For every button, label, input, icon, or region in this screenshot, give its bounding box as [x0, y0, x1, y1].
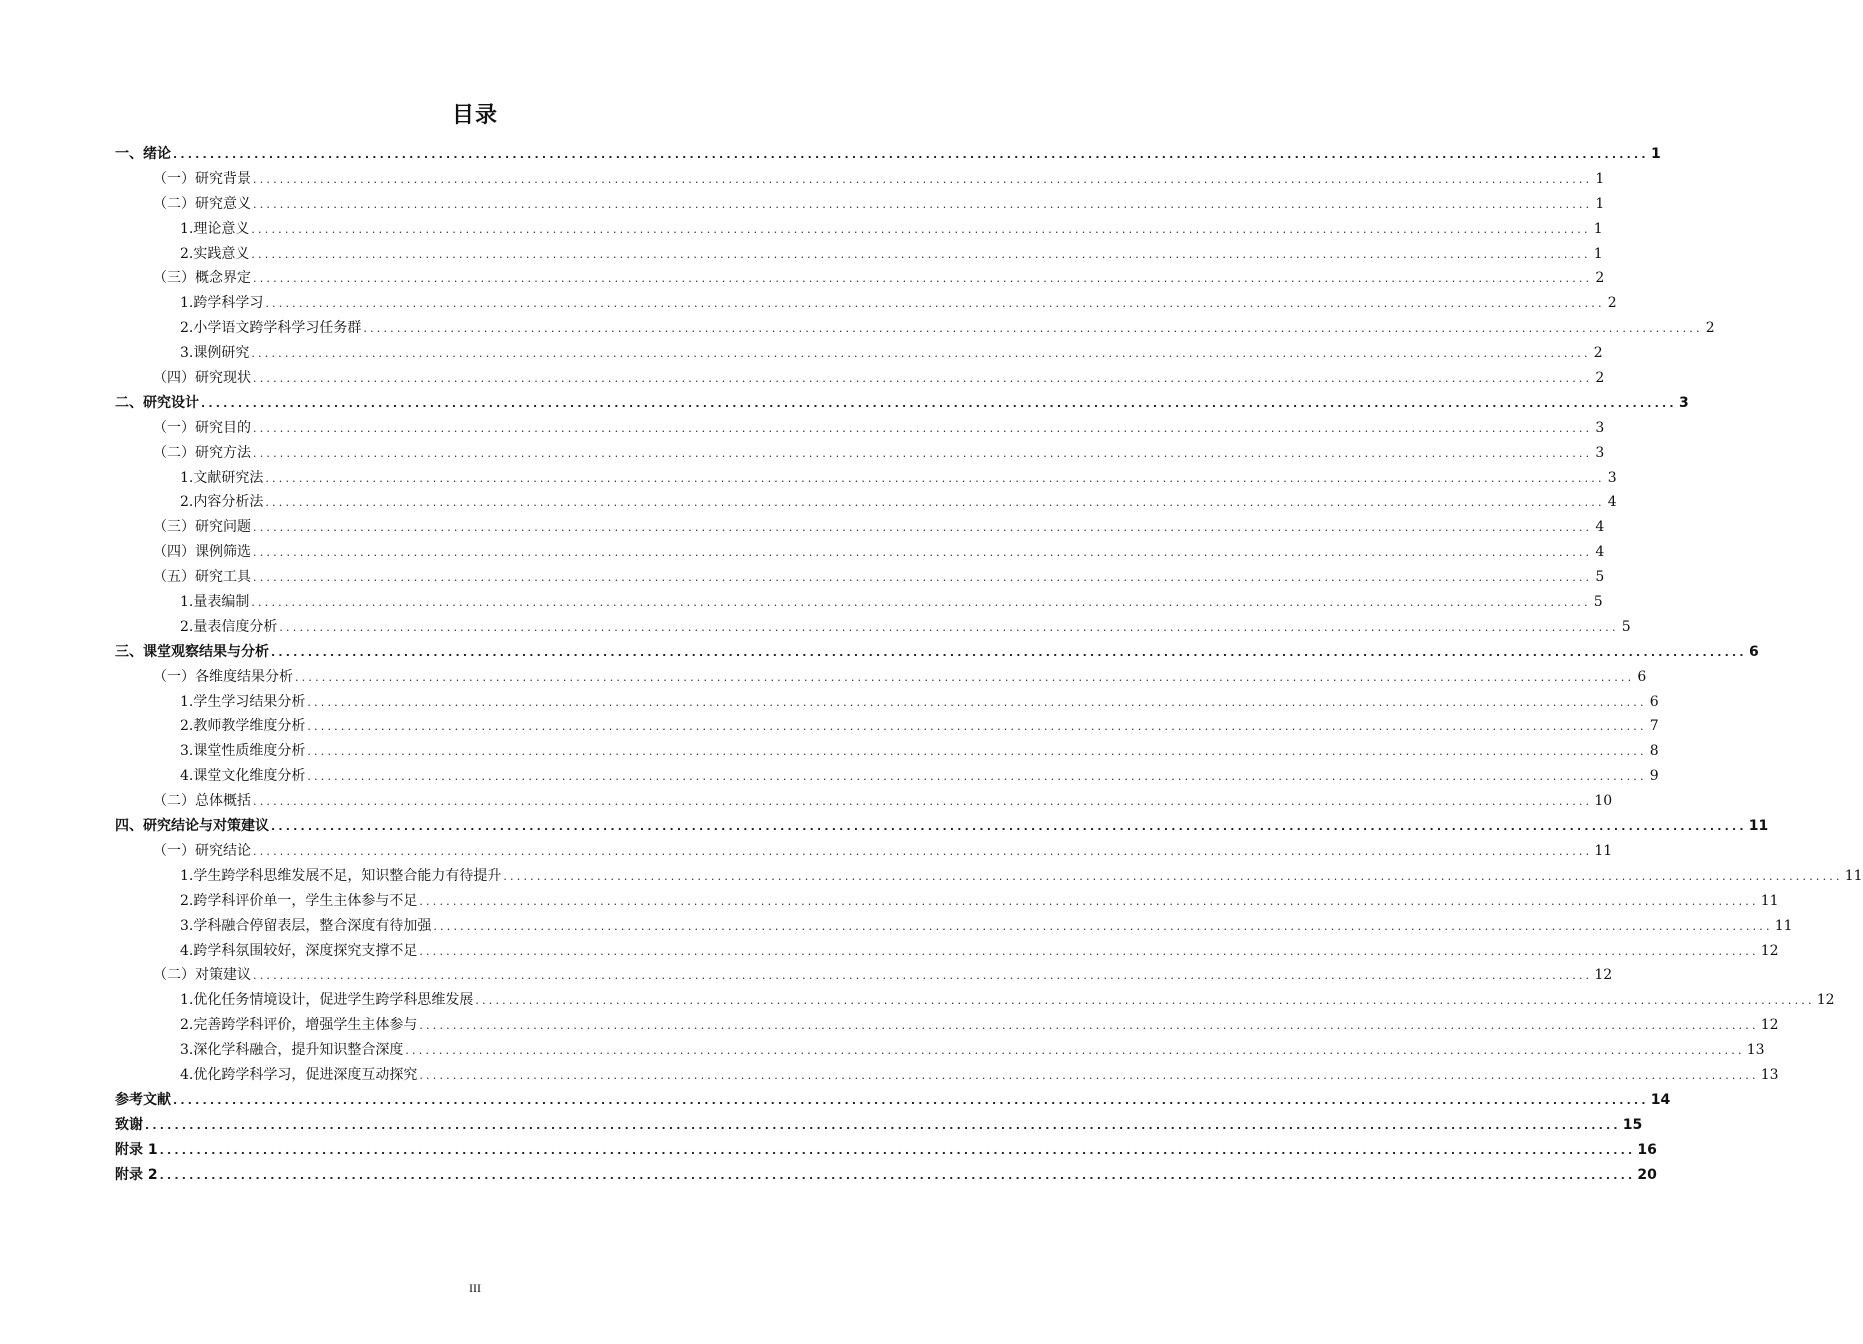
toc-dot-leader: ........................................................................................................................................................................................................: [307, 695, 1647, 709]
toc-entry[interactable]: [115, 341, 1603, 366]
toc-entry-label: （一）研究目的: [153, 419, 251, 436]
toc-entry-label: 3.课堂性质维度分析: [180, 743, 306, 760]
toc-dot-leader: ........................................................................................................................................................................................................: [159, 1168, 1636, 1182]
toc-entry[interactable]: [115, 316, 1715, 341]
toc-entry-page: 4: [1607, 494, 1617, 511]
toc-entry[interactable]: [115, 988, 1835, 1013]
toc-entry-page: 14: [1650, 1091, 1671, 1108]
toc-dot-leader: ........................................................................................................................................................................................................: [433, 919, 1773, 933]
toc-entry-page: 2: [1595, 370, 1605, 387]
toc-entry-label: 4.跨学科氛围较好，深度探究支撑不足: [180, 942, 418, 959]
toc-entry[interactable]: [115, 565, 1605, 590]
toc-entry[interactable]: [115, 515, 1605, 540]
toc-entry-label: 1.优化任务情境设计，促进学生跨学科思维发展: [180, 992, 474, 1009]
toc-entry-page: 1: [1593, 220, 1603, 237]
toc-entry-label: 2.小学语文跨学科学习任务群: [180, 320, 362, 337]
toc-dot-leader: ........................................................................................................................................................................................................: [251, 596, 1591, 610]
toc-entry-page: 2: [1593, 345, 1603, 362]
toc-entry[interactable]: [115, 391, 1689, 416]
toc-dot-leader: ........................................................................................................................................................................................................: [173, 148, 1649, 161]
toc-entry-label: （二）对策建议: [153, 967, 251, 984]
toc-dot-leader: ........................................................................................................................................................................................................: [405, 1044, 1745, 1058]
toc-dot-leader: ........................................................................................................................................................................................................: [173, 1093, 1649, 1107]
toc-entry-label: 2.量表信度分析: [180, 618, 278, 635]
toc-entry-label: 4.优化跨学科学习，促进深度互动探究: [180, 1066, 418, 1083]
toc-entry-page: 11: [1748, 818, 1769, 835]
toc-dot-leader: ........................................................................................................................................................................................................: [253, 272, 1593, 286]
toc-dot-leader: ........................................................................................................................................................................................................: [271, 820, 1747, 834]
toc-entry-page: 2: [1595, 270, 1605, 287]
toc-entry-label: 二、研究设计: [115, 394, 199, 411]
toc-entry-label: （三）研究问题: [153, 519, 251, 536]
toc-dot-leader: ........................................................................................................................................................................................................: [253, 571, 1593, 585]
toc-entry[interactable]: [115, 764, 1659, 789]
toc-entry[interactable]: [115, 490, 1617, 515]
toc-entry[interactable]: [115, 1063, 1779, 1088]
toc-dot-leader: ........................................................................................................................................................................................................: [253, 521, 1593, 535]
toc-entry-page: 13: [1746, 1042, 1765, 1059]
toc-entry-label: 致谢: [115, 1116, 143, 1133]
toc-dot-leader: ........................................................................................................................................................................................................: [419, 1068, 1759, 1082]
toc-entry-page: 15: [1622, 1116, 1643, 1133]
toc-entry-label: 1.学生跨学科思维发展不足，知识整合能力有待提升: [180, 867, 502, 884]
toc-entry-label: 1.跨学科学习: [180, 295, 264, 312]
toc-title: 目录: [451, 103, 498, 128]
toc-entry[interactable]: [115, 889, 1779, 914]
toc-entry-page: 11: [1594, 842, 1613, 859]
toc-dot-leader: ........................................................................................................................................................................................................: [295, 670, 1635, 684]
toc-entry[interactable]: [115, 142, 1661, 167]
toc-entry-page: 1: [1595, 170, 1605, 187]
toc-entry-page: 16: [1637, 1141, 1657, 1158]
toc-dot-leader: ........................................................................................................................................................................................................: [253, 446, 1593, 460]
toc-entry-label: （四）研究现状: [153, 370, 251, 387]
toc-entry[interactable]: [115, 1088, 1671, 1113]
toc-entry-label: 四、研究结论与对策建议: [115, 818, 269, 835]
toc-entry-page: 1: [1651, 146, 1661, 162]
toc-entry[interactable]: [115, 1038, 1765, 1063]
toc-entry[interactable]: [115, 789, 1613, 814]
toc-dot-leader: ........................................................................................................................................................................................................: [253, 172, 1593, 186]
toc-entry-page: 8: [1649, 743, 1659, 760]
toc-dot-leader: ........................................................................................................................................................................................................: [307, 770, 1647, 784]
toc-dot-leader: ........................................................................................................................................................................................................: [159, 1143, 1636, 1157]
toc-entry-page: 4: [1595, 519, 1605, 536]
toc-entry[interactable]: [115, 939, 1779, 964]
toc-entry-page: 9: [1649, 768, 1659, 785]
toc-dot-leader: ........................................................................................................................................................................................................: [307, 720, 1647, 734]
page-number-footer: III: [469, 1281, 481, 1295]
toc-entry[interactable]: [115, 714, 1659, 739]
toc-entry-page: 6: [1749, 643, 1759, 660]
toc-entry-label: 三、课堂观察结果与分析: [115, 643, 269, 660]
toc-entry[interactable]: [115, 1113, 1643, 1138]
toc-dot-leader: ........................................................................................................................................................................................................: [419, 894, 1759, 908]
toc-dot-leader: ........................................................................................................................................................................................................: [265, 297, 1605, 311]
toc-entry-label: （五）研究工具: [153, 569, 251, 586]
toc-entry-label: （一）研究结论: [153, 842, 251, 859]
toc-entry-page: 11: [1844, 867, 1863, 884]
toc-entry-page: 3: [1595, 444, 1605, 461]
toc-dot-leader: ........................................................................................................................................................................................................: [253, 795, 1593, 809]
toc-entry[interactable]: [115, 366, 1605, 391]
toc-entry-page: 10: [1594, 793, 1613, 810]
toc-dot-leader: ........................................................................................................................................................................................................: [201, 396, 1677, 410]
toc-dot-leader: ........................................................................................................................................................................................................: [503, 869, 1843, 883]
toc-entry[interactable]: [115, 291, 1617, 316]
toc-entry[interactable]: [115, 640, 1759, 665]
toc-dot-leader: ........................................................................................................................................................................................................: [265, 471, 1605, 485]
toc-entry-label: 4.课堂文化维度分析: [180, 768, 306, 785]
toc-entry-label: 一、绪论: [115, 146, 171, 162]
toc-entry[interactable]: [115, 665, 1647, 690]
toc-entry-label: （一）各维度结果分析: [153, 668, 293, 685]
toc-entry[interactable]: [115, 914, 1793, 939]
toc-entry-page: 3: [1607, 469, 1617, 486]
toc-entry-label: （一）研究背景: [153, 170, 251, 187]
toc-entry-page: 11: [1774, 917, 1793, 934]
toc-dot-leader: ........................................................................................................................................................................................................: [145, 1118, 1621, 1132]
toc-entry-label: 2.跨学科评价单一，学生主体参与不足: [180, 892, 418, 909]
toc-dot-leader: ........................................................................................................................................................................................................: [251, 247, 1591, 261]
toc-entry[interactable]: [115, 864, 1863, 889]
toc-entry[interactable]: [115, 814, 1769, 839]
toc-entry-label: 3.课例研究: [180, 345, 250, 362]
toc-entry-page: 13: [1760, 1066, 1779, 1083]
toc-entry[interactable]: [115, 839, 1613, 864]
toc-dot-leader: ........................................................................................................................................................................................................: [251, 222, 1591, 236]
toc-entry-page: 12: [1760, 942, 1779, 959]
toc-entry-page: 20: [1637, 1166, 1657, 1183]
toc-entry-page: 6: [1637, 668, 1647, 685]
toc-entry-page: 1: [1593, 245, 1603, 262]
toc-entry[interactable]: [115, 416, 1605, 441]
table-of-contents: [115, 142, 1863, 1187]
toc-dot-leader: ........................................................................................................................................................................................................: [253, 844, 1593, 858]
toc-entry-label: 3.学科融合停留表层，整合深度有待加强: [180, 917, 432, 934]
toc-entry-page: 11: [1760, 892, 1779, 909]
toc-entry-label: 1.理论意义: [180, 220, 250, 237]
toc-entry-page: 3: [1679, 394, 1689, 411]
toc-entry[interactable]: [115, 266, 1605, 291]
toc-entry[interactable]: [115, 167, 1605, 192]
toc-entry-label: 2.教师教学维度分析: [180, 718, 306, 735]
toc-entry-label: （四）课例筛选: [153, 544, 251, 561]
toc-entry[interactable]: [115, 1138, 1657, 1163]
toc-dot-leader: ........................................................................................................................................................................................................: [253, 372, 1593, 386]
toc-dot-leader: ........................................................................................................................................................................................................: [253, 197, 1593, 211]
toc-entry-page: 6: [1649, 693, 1659, 710]
toc-entry-page: 5: [1621, 618, 1631, 635]
toc-entry-label: 2.完善跨学科评价，增强学生主体参与: [180, 1017, 418, 1034]
toc-entry-page: 4: [1595, 544, 1605, 561]
toc-entry[interactable]: [115, 217, 1603, 242]
toc-entry[interactable]: [115, 242, 1603, 267]
toc-entry[interactable]: [115, 1013, 1779, 1038]
toc-entry[interactable]: [115, 192, 1605, 217]
toc-entry[interactable]: [115, 466, 1617, 491]
toc-dot-leader: ........................................................................................................................................................................................................: [419, 944, 1759, 958]
toc-dot-leader: ........................................................................................................................................................................................................: [419, 1019, 1759, 1033]
toc-entry-label: 1.学生学习结果分析: [180, 693, 306, 710]
toc-entry-page: 1: [1595, 195, 1605, 212]
toc-dot-leader: ........................................................................................................................................................................................................: [271, 645, 1747, 659]
toc-entry-label: 1.量表编制: [180, 594, 250, 611]
toc-entry-page: 3: [1595, 419, 1605, 436]
toc-dot-leader: ........................................................................................................................................................................................................: [253, 546, 1593, 560]
toc-entry-page: 12: [1594, 967, 1613, 984]
toc-entry[interactable]: [115, 615, 1631, 640]
toc-entry-page: 2: [1705, 320, 1715, 337]
toc-dot-leader: ........................................................................................................................................................................................................: [307, 745, 1647, 759]
toc-entry-label: 附录 2: [115, 1166, 158, 1183]
toc-entry-page: 7: [1649, 718, 1659, 735]
toc-entry-label: 2.实践意义: [180, 245, 250, 262]
toc-entry-label: 1.文献研究法: [180, 469, 264, 486]
toc-entry-label: （二）总体概括: [153, 793, 251, 810]
toc-entry-page: 2: [1607, 295, 1617, 312]
toc-entry-page: 5: [1595, 569, 1605, 586]
toc-entry-label: 附录 1: [115, 1141, 158, 1158]
toc-entry-page: 12: [1816, 992, 1835, 1009]
toc-entry-page: 12: [1760, 1017, 1779, 1034]
toc-dot-leader: ........................................................................................................................................................................................................: [363, 322, 1703, 336]
toc-dot-leader: ........................................................................................................................................................................................................: [253, 969, 1593, 983]
toc-dot-leader: ........................................................................................................................................................................................................: [475, 994, 1815, 1008]
toc-entry[interactable]: [115, 441, 1605, 466]
toc-dot-leader: ........................................................................................................................................................................................................: [279, 620, 1619, 634]
toc-entry-label: 2.内容分析法: [180, 494, 264, 511]
toc-entry-label: （二）研究方法: [153, 444, 251, 461]
toc-entry[interactable]: [115, 540, 1605, 565]
toc-dot-leader: ........................................................................................................................................................................................................: [253, 421, 1593, 435]
toc-dot-leader: ........................................................................................................................................................................................................: [265, 496, 1605, 510]
toc-entry[interactable]: [115, 690, 1659, 715]
toc-entry-label: （三）概念界定: [153, 270, 251, 287]
toc-entry[interactable]: [115, 963, 1613, 988]
toc-entry-label: 3.深化学科融合，提升知识整合深度: [180, 1042, 404, 1059]
toc-entry[interactable]: [115, 590, 1603, 615]
toc-dot-leader: ........................................................................................................................................................................................................: [251, 347, 1591, 361]
toc-entry-page: 5: [1593, 594, 1603, 611]
toc-entry[interactable]: [115, 739, 1659, 764]
toc-entry-label: （二）研究意义: [153, 195, 251, 212]
toc-entry-label: 参考文献: [115, 1091, 171, 1108]
toc-entry[interactable]: [115, 1163, 1657, 1188]
